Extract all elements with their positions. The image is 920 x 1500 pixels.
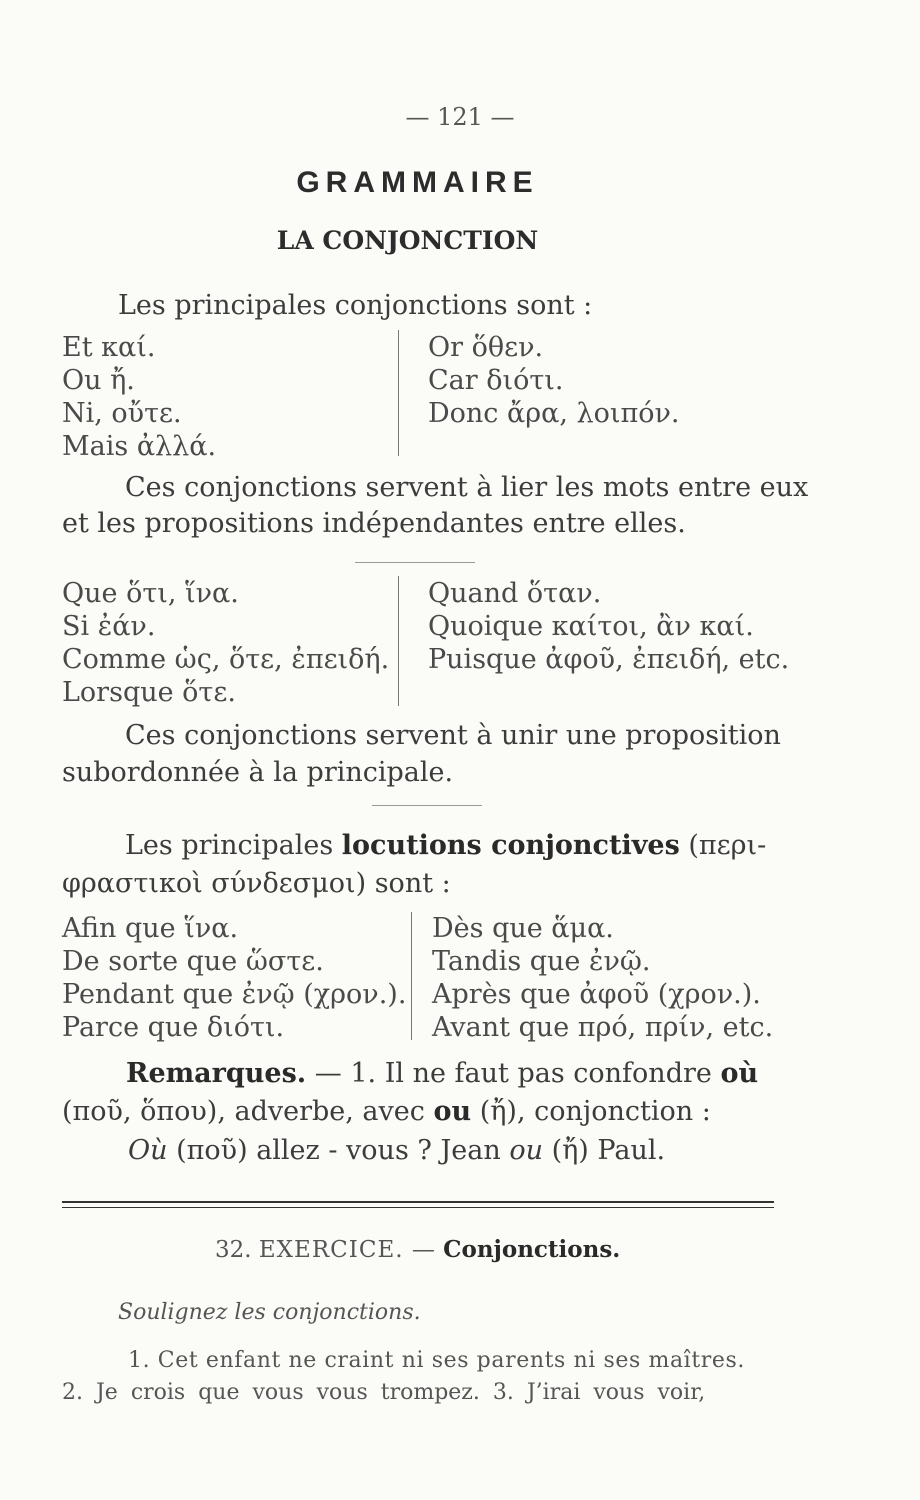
exercise-line1: 1. Cet enfant ne craint ni ses parents ni ses maîtres.: [128, 1348, 745, 1373]
intro-pre: Les principales: [125, 830, 334, 861]
sub-right-list: [428, 577, 789, 676]
locutions-term: locutions conjonctives: [341, 830, 680, 861]
list-item: Ou ἤ.: [62, 365, 135, 396]
double-rule-top: [62, 1201, 774, 1203]
list-item: Si ἐάν.: [62, 611, 156, 642]
double-rule-bottom: [62, 1207, 774, 1208]
list-item: De sorte que ὥστε.: [62, 946, 324, 977]
column-divider: [411, 912, 412, 1040]
remark-label: Remarques.: [126, 1058, 307, 1089]
coord-note-line2: et les propositions indépendantes entre elles.: [62, 508, 686, 539]
remark-line1: [126, 1058, 758, 1089]
list-item: Tandis que ἐνῷ.: [432, 946, 651, 977]
list-item: Puisque ἀφοῦ, ἐπειδή, etc.: [428, 644, 790, 675]
coord-note-line1: Ces conjonctions servent à lier les mots entre eux: [125, 472, 809, 503]
list-item: Après que ἀφοῦ (χρον.).: [432, 979, 761, 1010]
remark-line2: [62, 1096, 711, 1127]
exercise-number: 32.: [215, 1237, 252, 1263]
exercise-heading: [215, 1236, 620, 1263]
example-ou: Où: [128, 1135, 168, 1166]
list-item: Afin que ἵνα.: [62, 913, 239, 944]
loc-left-list: [62, 912, 406, 1044]
locutions-intro-line2: φραστικοὶ σύνδεσμοι) sont :: [62, 868, 451, 899]
remark-example: [128, 1135, 665, 1166]
example-ou2: ou: [509, 1135, 543, 1166]
sub-note-line1: Ces conjonctions servent à unir une proposition: [125, 720, 781, 751]
remark-ou-plain: ou: [433, 1096, 472, 1127]
page-number: — 121 —: [405, 103, 515, 131]
coord-left-list: [62, 331, 216, 463]
column-divider: [398, 330, 399, 456]
remark-ou-accent: où: [720, 1058, 759, 1089]
intro-text: Les principales conjonctions sont :: [118, 290, 593, 321]
list-item: Pendant que ἐνῷ (χρον.).: [62, 979, 407, 1010]
list-item: Ni, οὔτε.: [62, 398, 182, 429]
remark-text: (ἤ), conjonction :: [479, 1096, 711, 1127]
example-text: (ποῦ) allez - vous ? Jean: [176, 1135, 501, 1166]
list-item: Parce que διότι.: [62, 1012, 285, 1043]
exercise-label: EXERCICE. —: [258, 1237, 436, 1263]
intro-post: (περι-: [688, 830, 767, 861]
list-item: Et καί.: [62, 332, 156, 363]
list-item: Que ὅτι, ἵνα.: [62, 578, 239, 609]
sub-note-line2: subordonnée à la principale.: [62, 757, 454, 788]
coord-right-list: [428, 331, 679, 430]
exercise-line2: 2. Je crois que vous vous trompez. 3. J’irai vous voir,: [62, 1380, 706, 1405]
remark-text: (ποῦ, ὅπου), adverbe, avec: [62, 1096, 425, 1127]
section-title: LA CONJONCTION: [276, 226, 539, 255]
list-item: Dès que ἅμα.: [432, 913, 614, 944]
example-text: (ἤ) Paul.: [551, 1135, 666, 1166]
exercise-instruction: Soulignez les conjonctions.: [118, 1300, 421, 1325]
column-divider: [398, 576, 399, 706]
list-item: Avant que πρό, πρίν, etc.: [432, 1012, 774, 1043]
locutions-intro-line1: [125, 830, 766, 861]
list-item: Quand ὅταν.: [428, 578, 602, 609]
list-item: Quoique καίτοι, ἂν καί.: [428, 611, 754, 642]
loc-right-list: [432, 912, 773, 1044]
list-item: Car διότι.: [428, 365, 564, 396]
list-item: Mais ἀλλά.: [62, 431, 217, 462]
list-item: Donc ἄρα, λοιπόν.: [428, 398, 680, 429]
sub-left-list: [62, 577, 389, 709]
list-item: Or ὅθεν.: [428, 332, 544, 363]
separator: [355, 562, 475, 563]
page-title: GRAMMAIRE: [296, 166, 539, 199]
list-item: Comme ὡς, ὅτε, ἐπειδή.: [62, 644, 390, 675]
remark-text: — 1. Il ne faut pas confondre: [314, 1058, 712, 1089]
list-item: Lorsque ὅτε.: [62, 677, 236, 708]
separator: [372, 805, 482, 806]
exercise-title: Conjonctions.: [443, 1236, 621, 1263]
